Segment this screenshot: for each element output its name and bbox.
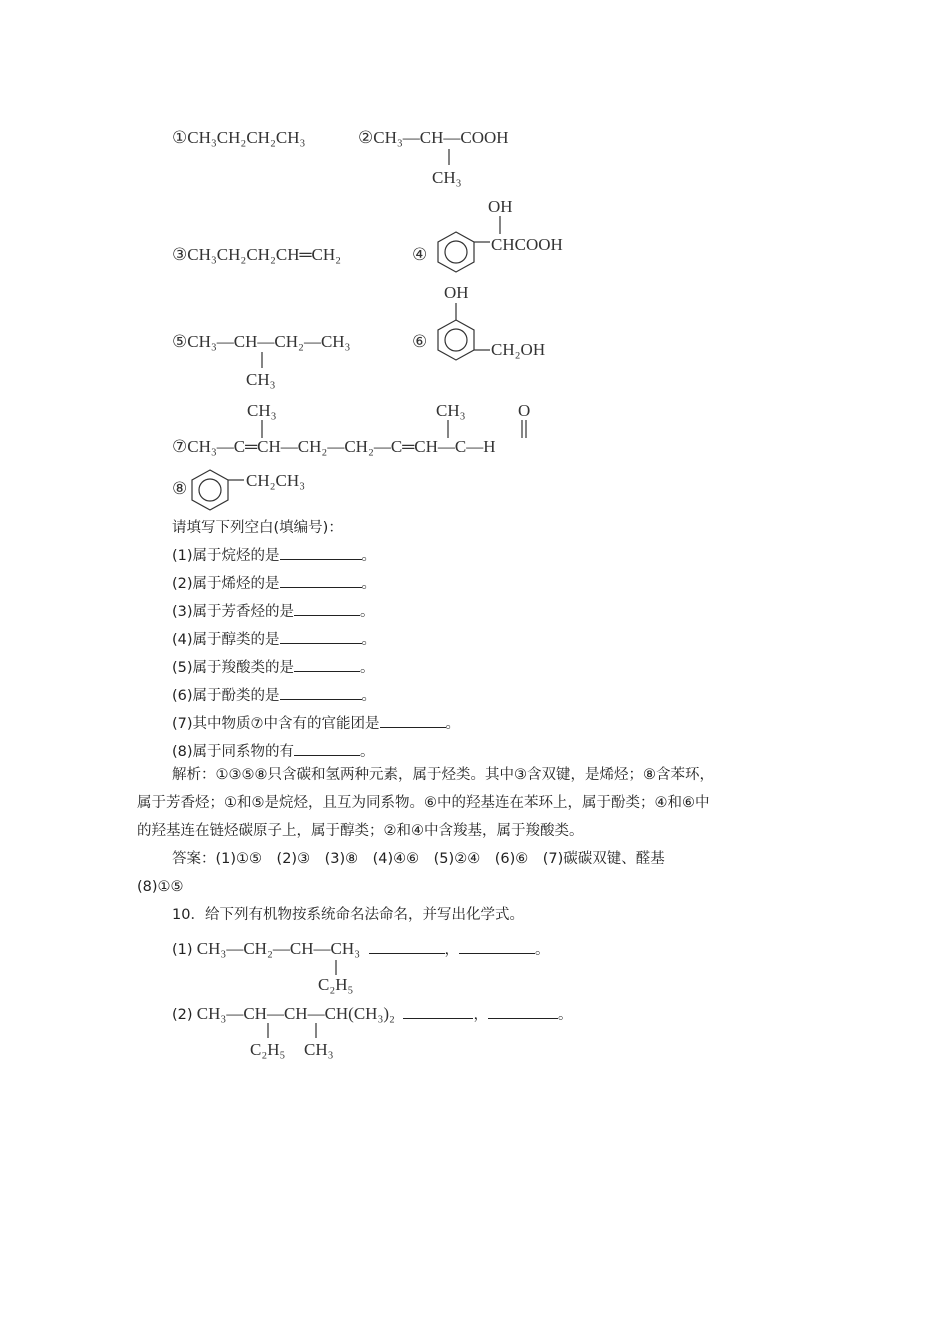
q10-part1: (1) CH₃—CH₂—CH—CH₃ ， 。 <box>172 939 550 958</box>
question-4: (4)属于醇类的是 。 <box>172 628 376 649</box>
question-10-title: 10．给下列有机物按系统命名法命名，并写出化学式。 <box>172 907 524 923</box>
answer-blank[interactable] <box>280 685 362 700</box>
structure-2-main: ②CH₃—CH—COOH <box>358 128 509 147</box>
answer-blank[interactable] <box>280 573 362 588</box>
q10-part1-sub: C₂H₅ <box>318 975 354 994</box>
formula-blank[interactable] <box>459 939 535 954</box>
question-3: (3)属于芳香烃的是 。 <box>172 600 375 621</box>
structure-7-sub1: CH₃ <box>247 401 277 420</box>
question-2: (2)属于烯烃的是 。 <box>172 572 376 593</box>
structure-4-hydroxyl: OH <box>488 197 513 216</box>
analysis-line-2: 属于芳香烃；①和⑤是烷烃，且互为同系物。⑥中的羟基连在苯环上，属于酚类；④和⑥中 <box>137 795 710 811</box>
formula-blank[interactable] <box>488 1004 558 1019</box>
structure-7-main: ⑦CH₃—C═CH—CH₂—CH₂—C═CH—C—H <box>172 437 496 456</box>
answer-blank[interactable] <box>280 629 362 644</box>
analysis-line-3: 的羟基连在链烃碳原子上，属于醇类；②和④中含羧基，属于羧酸类。 <box>137 823 584 839</box>
name-blank[interactable] <box>403 1004 473 1019</box>
answer-blank[interactable] <box>380 713 446 728</box>
question-8: (8)属于同系物的有 。 <box>172 740 375 761</box>
question-5: (5)属于羧酸类的是 。 <box>172 656 375 677</box>
structure-6-chain: CH₂OH <box>491 340 546 359</box>
question-7: (7)其中物质⑦中含有的官能团是 。 <box>172 712 460 733</box>
structure-5-main: ⑤CH₃—CH—CH₂—CH₃ <box>172 332 351 351</box>
analysis-line-1: 解析：①③⑤⑧只含碳和氢两种元素，属于烃类。其中③含双键，是烯烃；⑧含苯环， <box>172 767 714 783</box>
answer-line-1: 答案：(1)①⑤ (2)③ (3)⑧ (4)④⑥ (5)②④ (6)⑥ (7)碳碳双键、醛基 <box>172 851 665 867</box>
structure-6-number: ⑥ <box>412 332 428 351</box>
structure-7-oxygen: O <box>518 401 531 420</box>
answer-blank[interactable] <box>294 657 360 672</box>
structure-6-hydroxyl: OH <box>444 283 469 302</box>
answer-blank[interactable] <box>280 545 362 560</box>
name-blank[interactable] <box>369 939 445 954</box>
structure-8-chain: CH₂CH₃ <box>246 471 306 490</box>
structure-7-sub2: CH₃ <box>436 401 466 420</box>
fill-prompt: 请填写下列空白(填编号)： <box>172 520 343 536</box>
question-6: (6)属于酚类的是 。 <box>172 684 376 705</box>
structure-8-number: ⑧ <box>172 479 188 498</box>
q10-part2-sub2: CH₃ <box>304 1040 334 1059</box>
structure-3: ③CH₃CH₂CH₂CH═CH₂ <box>172 245 342 264</box>
answer-blank[interactable] <box>294 601 360 616</box>
structure-1: ①CH₃CH₂CH₂CH₃ <box>172 128 306 147</box>
structure-4-chain: CHCOOH <box>491 235 563 254</box>
question-1: (1)属于烷烃的是 。 <box>172 544 376 565</box>
structure-4-number: ④ <box>412 245 428 264</box>
answer-blank[interactable] <box>294 741 360 756</box>
q10-part2-sub1: C₂H₅ <box>250 1040 286 1059</box>
q10-part2: (2) CH₃—CH—CH—CH(CH₃)₂ ， 。 <box>172 1004 573 1023</box>
answer-line-2: (8)①⑤ <box>137 879 184 895</box>
structure-5-sub: CH₃ <box>246 370 276 389</box>
structure-2-sub: CH₃ <box>432 168 462 187</box>
